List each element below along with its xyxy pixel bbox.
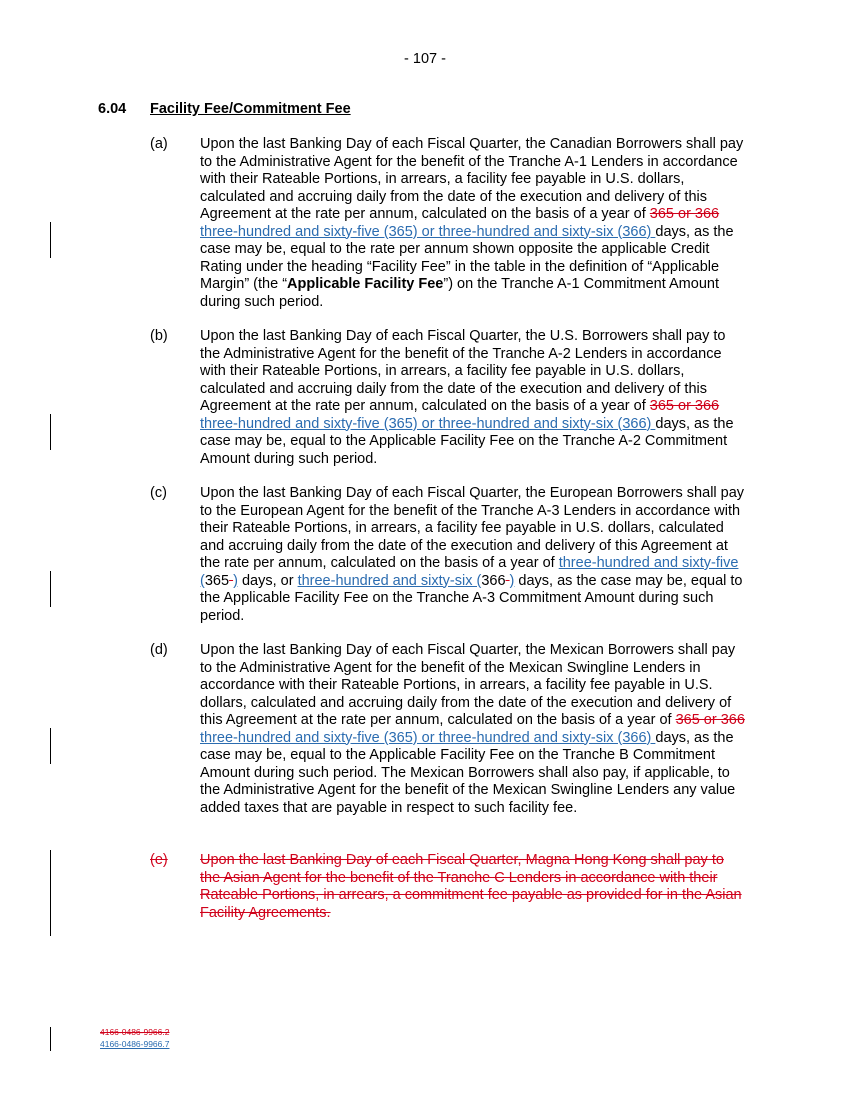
inserted-text: three-hundred and sixty-five ( bbox=[200, 555, 739, 589]
paragraph-label: (a) bbox=[150, 136, 168, 152]
text-normal: Upon the last Banking Day of each Fiscal Quarter, the European Borrowers shall pay to the European Agent for the benefit of the Tranche A-3 Lenders in accordance with their Rateable Portions, in arrears, a facility fee payable in U.S. dollars, calculated and accruing daily from the date of the execution and delivery of this Agreement at the rate per annum, calculated on the basis of a year of bbox=[200, 485, 745, 571]
text-normal: days, as the case may be, equal to the rate per annum shown opposite the applicable Credit Rating under the heading “Facility Fee” in the table in the definition of “Applicable Margin” (the “ bbox=[200, 223, 734, 292]
text-normal: 365 bbox=[204, 572, 230, 589]
text-normal: Upon the last Banking Day of each Fiscal Quarter, the Mexican Borrowers shall pay to the Administrative Agent for the benefit of the Mexican Swingline Lenders in accordance with their Rateable Portions, in arrears, a facility fee payable in U.S. dollars, calculated and accruing daily from the date of the execution and delivery of this Agreement at the rate per annum, calculated on the basis of a year of bbox=[200, 642, 736, 728]
text-normal: days, as the case may be, equal to the Applicable Facility Fee on the Tranche A-3 Commitment Amount during such period. bbox=[200, 572, 743, 624]
change-bar bbox=[50, 414, 51, 450]
section-title: Facility Fee/Commitment Fee bbox=[150, 101, 351, 117]
inserted-text: ) bbox=[509, 572, 515, 589]
paragraph-label: (d) bbox=[150, 642, 168, 658]
paragraph-label: (c) bbox=[150, 485, 167, 501]
footer-doc-id-inserted: 4166-0486-9966.7 bbox=[100, 1039, 170, 1049]
change-bar bbox=[50, 850, 51, 936]
inserted-text: three-hundred and sixty-five (365) or three-hundred and sixty-six (366) bbox=[200, 729, 656, 746]
paragraph-label-deleted: (e) bbox=[150, 852, 168, 868]
change-bar bbox=[50, 222, 51, 258]
deleted-text: 365 or 366 bbox=[675, 712, 745, 728]
text-normal: days, as the case may be, equal to the Applicable Facility Fee on the Tranche B Commitment Amount during such period. The Mexican Borrowers shall also pay, if applicable, to the Administrative Agent for the benefit of the Mexican Swingline Lenders any value added taxes that are payable in respect to such facility fee. bbox=[200, 729, 736, 816]
footer-doc-id-deleted: 4166-0486-9966.2 bbox=[100, 1027, 170, 1037]
deleted-text: 365 or 366 bbox=[649, 206, 720, 222]
inserted-text: three-hundred and sixty-five (365) or three-hundred and sixty-six (366) bbox=[200, 415, 656, 432]
deleted-text: Upon the last Banking Day of each Fiscal Quarter, Magna Hong Kong shall pay to the Asian Agent for the benefit of the Tranche C Lenders in accordance with their Rateable Portions, in arrears, a commitment fee payable as provided for in the Asian Facility Agreements. bbox=[200, 852, 742, 921]
section-number: 6.04 bbox=[98, 101, 127, 117]
page-number: - 107 - bbox=[404, 51, 446, 67]
defined-term: Applicable Facility Fee bbox=[287, 276, 444, 292]
inserted-text: ) bbox=[233, 572, 238, 589]
text-normal: days, or bbox=[237, 572, 298, 589]
change-bar bbox=[50, 571, 51, 607]
inserted-text: three-hundred and sixty-six ( bbox=[297, 572, 482, 589]
text-normal: 366 bbox=[481, 572, 506, 589]
paragraph-text bbox=[200, 642, 748, 817]
text-normal: Upon the last Banking Day of each Fiscal Quarter, the Canadian Borrowers shall pay to the Administrative Agent for the benefit of the Tranche A-1 Lenders in accordance with their Rateable Portions, in arrears, a facility fee payable in U.S. dollars, calculated and accruing daily from the date of the execution and delivery of this Agreement at the rate per annum, calculated on the basis of a year of bbox=[200, 136, 744, 222]
paragraph-text bbox=[200, 485, 748, 625]
text-normal: ”) on the Tranche A-1 Commitment Amount during such period. bbox=[200, 276, 719, 310]
text-normal: Upon the last Banking Day of each Fiscal Quarter, the U.S. Borrowers shall pay to the Administrative Agent for the benefit of the Tranche A-2 Lenders in accordance with their Rateable Portions, in arrears, a facility fee payable in U.S. dollars, calculated and accruing daily from the date of the execution and delivery of this Agreement at the rate per annum, calculated on the basis of a year of bbox=[200, 328, 726, 414]
change-bar bbox=[50, 728, 51, 764]
deleted-text: 365 or 366 bbox=[649, 398, 720, 414]
paragraph-label: (b) bbox=[150, 328, 168, 344]
paragraph-text bbox=[200, 328, 748, 468]
inserted-text: three-hundred and sixty-five (365) or three-hundred and sixty-six (366) bbox=[200, 223, 656, 240]
paragraph-text bbox=[200, 136, 748, 311]
text-normal: days, as the case may be, equal to the Applicable Facility Fee on the Tranche A-2 Commitment Amount during such period. bbox=[200, 415, 734, 467]
change-bar bbox=[50, 1027, 51, 1051]
paragraph-text bbox=[200, 852, 748, 922]
